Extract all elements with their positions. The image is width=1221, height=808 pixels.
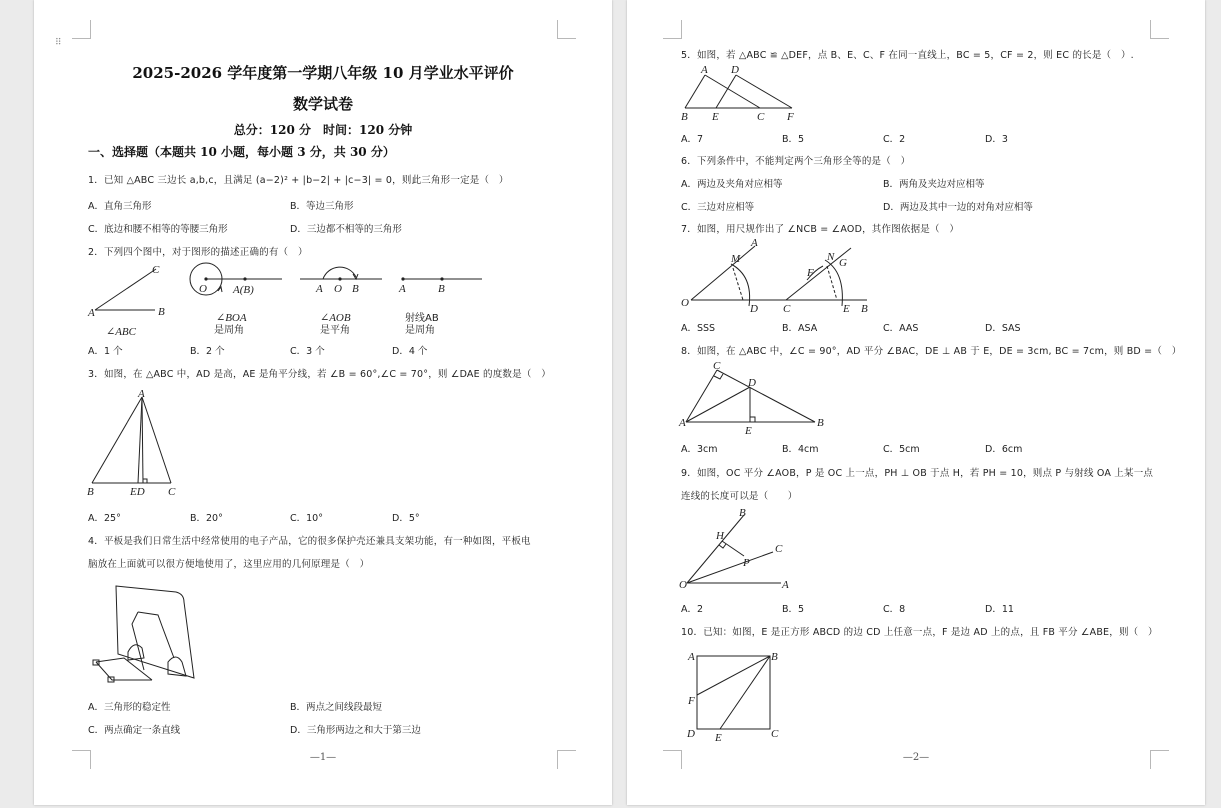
q2-option-c: C．3 个	[290, 346, 325, 357]
svg-text:B: B	[861, 303, 868, 315]
svg-text:B: B	[87, 486, 94, 498]
q2-option-a: A．1 个	[88, 346, 123, 357]
svg-text:B: B	[352, 283, 359, 295]
svg-text:是周角: 是周角	[214, 325, 244, 336]
svg-text:E: E	[715, 732, 722, 744]
question-10-figure	[683, 648, 793, 744]
q8-option-c: C．5cm	[883, 444, 920, 455]
question-6-text: 6．下列条件中，不能判定两个三角形全等的是（ ）	[681, 156, 911, 167]
q8-option-a: A．3cm	[681, 444, 718, 455]
svg-text:O: O	[334, 283, 342, 295]
question-7-text: 7．如图，用尺规作出了 ∠NCB = ∠AOD，其作图依据是（ ）	[681, 224, 960, 235]
svg-text:D: D	[748, 377, 756, 389]
q4-option-a: A．三角形的稳定性	[88, 702, 171, 713]
svg-text:O: O	[679, 579, 687, 591]
svg-text:C: C	[757, 111, 765, 123]
question-5-text: 5．如图，若 △ABC ≌ △DEF，点 B、E、C、F 在同一直线上，BC = 5，CF = 2，则 EC 的长是（ ）.	[681, 50, 1134, 61]
q4-option-d: D．三角形两边之和大于第三边	[290, 725, 421, 736]
svg-text:A: A	[316, 283, 323, 295]
q9-option-b: B．5	[782, 604, 805, 615]
svg-text:N: N	[827, 251, 835, 263]
q9-option-a: A．2	[681, 604, 704, 615]
section-heading: 一、选择题（本题共 10 小题，每小题 3 分，共 30 分）	[88, 145, 395, 159]
svg-text:E: E	[843, 303, 850, 315]
svg-text:A: A	[782, 579, 789, 591]
question-10-text: 10．已知：如图，E 是正方形 ABCD 的边 CD 上任意一点，F 是边 AD 上的点，且 FB 平分 ∠ABE，则（ ）	[681, 627, 1158, 638]
page-number: —1—	[309, 752, 337, 763]
svg-text:B: B	[158, 306, 165, 318]
svg-text:F: F	[688, 695, 695, 707]
svg-text:是平角: 是平角	[320, 325, 350, 336]
q6-option-b: B．两角及夹边对应相等	[883, 179, 985, 190]
question-9-text-line2: 连线的长度可以是（ ）	[681, 491, 798, 502]
svg-text:E: E	[745, 425, 752, 437]
tablet-stand-image	[88, 582, 204, 684]
question-3-text: 3．如图，在 △ABC 中，AD 是高，AE 是角平分线，若 ∠B = 60°,∠C = 70°，则 ∠DAE 的度数是（ ）	[88, 369, 551, 380]
margin-corner-mark	[1150, 20, 1169, 39]
svg-text:是周角: 是周角	[405, 325, 435, 336]
svg-text:∠ABC: ∠ABC	[106, 326, 136, 338]
q5-option-c: C．2	[883, 134, 906, 145]
svg-text:C: C	[783, 303, 791, 315]
svg-text:B: B	[681, 111, 688, 123]
q7-option-d: D．SAS	[985, 323, 1021, 334]
page-number: —2—	[902, 752, 930, 763]
q4-option-c: C．两点确定一条直线	[88, 725, 181, 736]
svg-text:E: E	[712, 111, 719, 123]
question-1-text: 1．已知 △ABC 三边长 a,b,c，且满足 (a−2)² + |b−2| + |c−3| = 0，则此三角形一定是（ ）	[88, 175, 509, 186]
q8-option-b: B．4cm	[782, 444, 819, 455]
drag-handle-icon[interactable]: ⠿	[55, 38, 63, 48]
question-8-text: 8．如图，在 △ABC 中，∠C = 90°，AD 平分 ∠BAC，DE ⊥ AB 于 E，DE = 3cm, BC = 7cm，则 BD =（ ）	[681, 346, 1182, 357]
svg-text:C: C	[713, 360, 721, 372]
svg-text:C: C	[168, 486, 176, 498]
svg-text:F: F	[807, 267, 814, 279]
question-2-figures	[80, 258, 500, 340]
svg-text:∠AOB: ∠AOB	[320, 312, 351, 324]
question-2-text: 2．下列四个图中，对于图形的描述正确的有（ ）	[88, 247, 308, 258]
svg-text:D: D	[687, 728, 695, 740]
svg-text:A: A	[751, 237, 758, 249]
q5-option-a: A．7	[681, 134, 704, 145]
svg-text:A: A	[88, 307, 95, 319]
svg-text:A(B): A(B)	[233, 284, 254, 296]
q7-option-a: A．SSS	[681, 323, 716, 334]
svg-text:A: A	[688, 651, 695, 663]
document-page-1	[34, 0, 612, 805]
q7-option-c: C．AAS	[883, 323, 919, 334]
svg-text:F: F	[787, 111, 794, 123]
svg-text:A: A	[701, 64, 708, 76]
svg-text:ED: ED	[130, 486, 145, 498]
svg-text:B: B	[739, 507, 746, 519]
q3-option-d: D．5°	[392, 513, 420, 524]
svg-text:H: H	[716, 530, 724, 542]
svg-text:A: A	[679, 417, 686, 429]
svg-text:C: C	[771, 728, 779, 740]
svg-text:D: D	[731, 64, 739, 76]
question-4-text-line1: 4．平板是我们日常生活中经常使用的电子产品，它的很多保护壳还兼具支架功能，有一种如图，平板电	[88, 536, 531, 547]
q6-option-d: D．两边及其中一边的对角对应相等	[883, 202, 1033, 213]
svg-text:射线AB: 射线AB	[405, 313, 439, 324]
svg-text:∠BOA: ∠BOA	[216, 312, 247, 324]
question-8-figure	[677, 358, 827, 438]
q3-option-c: C．10°	[290, 513, 323, 524]
q5-option-b: B．5	[782, 134, 805, 145]
q4-option-b: B．两点之间线段最短	[290, 702, 383, 713]
q3-option-b: B．20°	[190, 513, 223, 524]
svg-text:O: O	[199, 283, 207, 295]
q2-option-b: B．2 个	[190, 346, 225, 357]
question-4-text-line2: 脑放在上面就可以很方便地使用了，这里应用的几何原理是（ ）	[88, 559, 370, 570]
exam-subtitle: 数学试卷	[292, 95, 353, 113]
score-time-line: 总分：120 分 时间：120 分钟	[233, 123, 413, 137]
svg-text:C: C	[775, 543, 783, 555]
svg-text:M: M	[731, 253, 741, 265]
q9-option-d: D．11	[985, 604, 1014, 615]
question-3-figure	[84, 387, 184, 499]
svg-text:A: A	[399, 283, 406, 295]
svg-text:O: O	[681, 297, 689, 309]
q5-option-d: D．3	[985, 134, 1008, 145]
svg-text:B: B	[438, 283, 445, 295]
q7-option-b: B．ASA	[782, 323, 818, 334]
margin-corner-mark	[663, 20, 682, 39]
svg-text:G: G	[839, 257, 847, 269]
svg-text:C: C	[152, 264, 160, 276]
svg-text:B: B	[771, 651, 778, 663]
q2-option-d: D．4 个	[392, 346, 428, 357]
question-9-figure	[677, 504, 797, 594]
svg-text:A: A	[138, 388, 145, 400]
svg-text:D: D	[750, 303, 758, 315]
q3-option-a: A．25°	[88, 513, 121, 524]
q1-option-b: B．等边三角形	[290, 201, 354, 212]
question-7-figure	[677, 236, 877, 318]
q6-option-a: A．两边及夹角对应相等	[681, 179, 783, 190]
margin-corner-mark	[72, 20, 91, 39]
exam-title: 2025-2026 学年度第一学期八年级 10 月学业水平评价	[132, 64, 514, 82]
q9-option-c: C．8	[883, 604, 906, 615]
question-9-text-line1: 9．如图，OC 平分 ∠AOB，P 是 OC 上一点，PH ⊥ OB 于点 H，若 PH = 10，则点 P 与射线 OA 上某一点	[681, 468, 1154, 479]
margin-corner-mark	[557, 20, 576, 39]
q8-option-d: D．6cm	[985, 444, 1023, 455]
svg-text:B: B	[817, 417, 824, 429]
q6-option-c: C．三边对应相等	[681, 202, 755, 213]
q1-option-d: D．三边都不相等的三角形	[290, 224, 402, 235]
document-page-2	[627, 0, 1205, 805]
svg-text:P: P	[743, 557, 750, 569]
q1-option-a: A．直角三角形	[88, 201, 152, 212]
q1-option-c: C．底边和腰不相等的等腰三角形	[88, 224, 228, 235]
question-5-figure	[677, 63, 807, 123]
